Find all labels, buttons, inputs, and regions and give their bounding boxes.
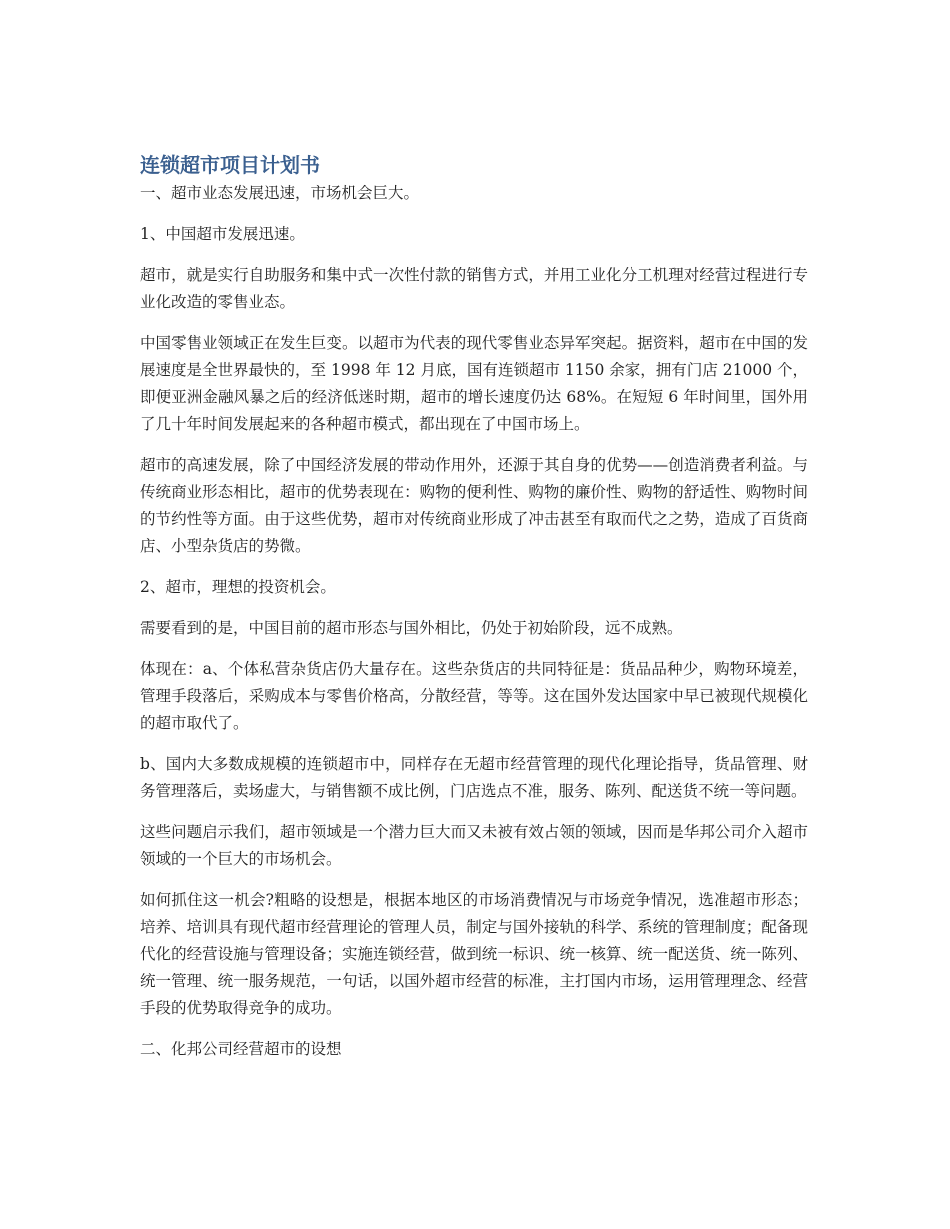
paragraph: b、国内大多数成规模的连锁超市中，同样存在无超市经营管理的现代化理论指导，货品管理、财务管理落后，卖场虚大，与销售额不成比例，门店选点不准，服务、陈列、配送货不统一等问题。 (140, 755, 808, 800)
paragraph: 超市，就是实行自助服务和集中式一次性付款的销售方式，并用工业化分工机理对经营过程进行专业化改造的零售业态。 (140, 266, 808, 311)
paragraph: 超市的高速发展，除了中国经济发展的带动作用外，还源于其自身的优势——创造消费者利益。与传统商业形态相比，超市的优势表现在：购物的便利性、购物的廉价性、购物的舒适性、购物时间的节约性等方面。由于这些优势，超市对传统商业形成了冲击甚至有取而代之之势，造成了百货商店、小型杂货店的势微。 (140, 456, 808, 555)
paragraph: 这些问题启示我们，超市领域是一个潜力巨大而又未被有效占领的领域，因而是华邦公司介入超市领域的一个巨大的市场机会。 (140, 823, 808, 868)
paragraph: 需要看到的是，中国目前的超市形态与国外相比，仍处于初始阶段，远不成熟。 (140, 619, 683, 637)
paragraph: 如何抓住这一机会?粗略的设想是，根据本地区的市场消费情况与市场竞争情况，选准超市形态；培养、培训具有现代超市经营理论的管理人员，制定与国外接轨的科学、系统的管理制度；配备现代化的经营设施与管理设备；实施连锁经营，做到统一标识、统一核算、统一配送货、统一陈列、统一管理、统一服务规范，一句话，以国外超市经营的标准，主打国内市场，运用管理理念、经营手段的优势取得竞争的成功。 (140, 891, 808, 1017)
paragraph: 中国零售业领域正在发生巨变。以超市为代表的现代零售业态异军突起。据资料，超市在中国的发展速度是全世界最快的，至 1998 年 12 月底，国有连锁超市 1150 余家，拥有门店 21000 个，即便亚洲金融风暴之后的经济低迷时期，超市的增长速度仍达 68%。在短短 6 年时间里，国外用了几十年时间发展起来的各种超市模式，都出现在了中国市场上。 (140, 334, 808, 433)
document-title: 连锁超市项目计划书 (140, 153, 320, 177)
paragraph: 体现在：a、个体私营杂货店仍大量存在。这些杂货店的共同特征是：货品品种少，购物环境差，管理手段落后，采购成本与零售价格高，分散经营，等等。这在国外发达国家中早已被现代规模化的超市取代了。 (140, 660, 808, 732)
subsection-heading-1: 1、中国超市发展迅速。 (140, 225, 305, 243)
section-heading-2: 二、化邦公司经营超市的设想 (140, 1040, 342, 1058)
section-heading-1: 一、超市业态发展迅速，市场机会巨大。 (140, 184, 420, 202)
document-page (140, 150, 808, 1077)
subsection-heading-2: 2、超市，理想的投资机会。 (140, 578, 336, 596)
